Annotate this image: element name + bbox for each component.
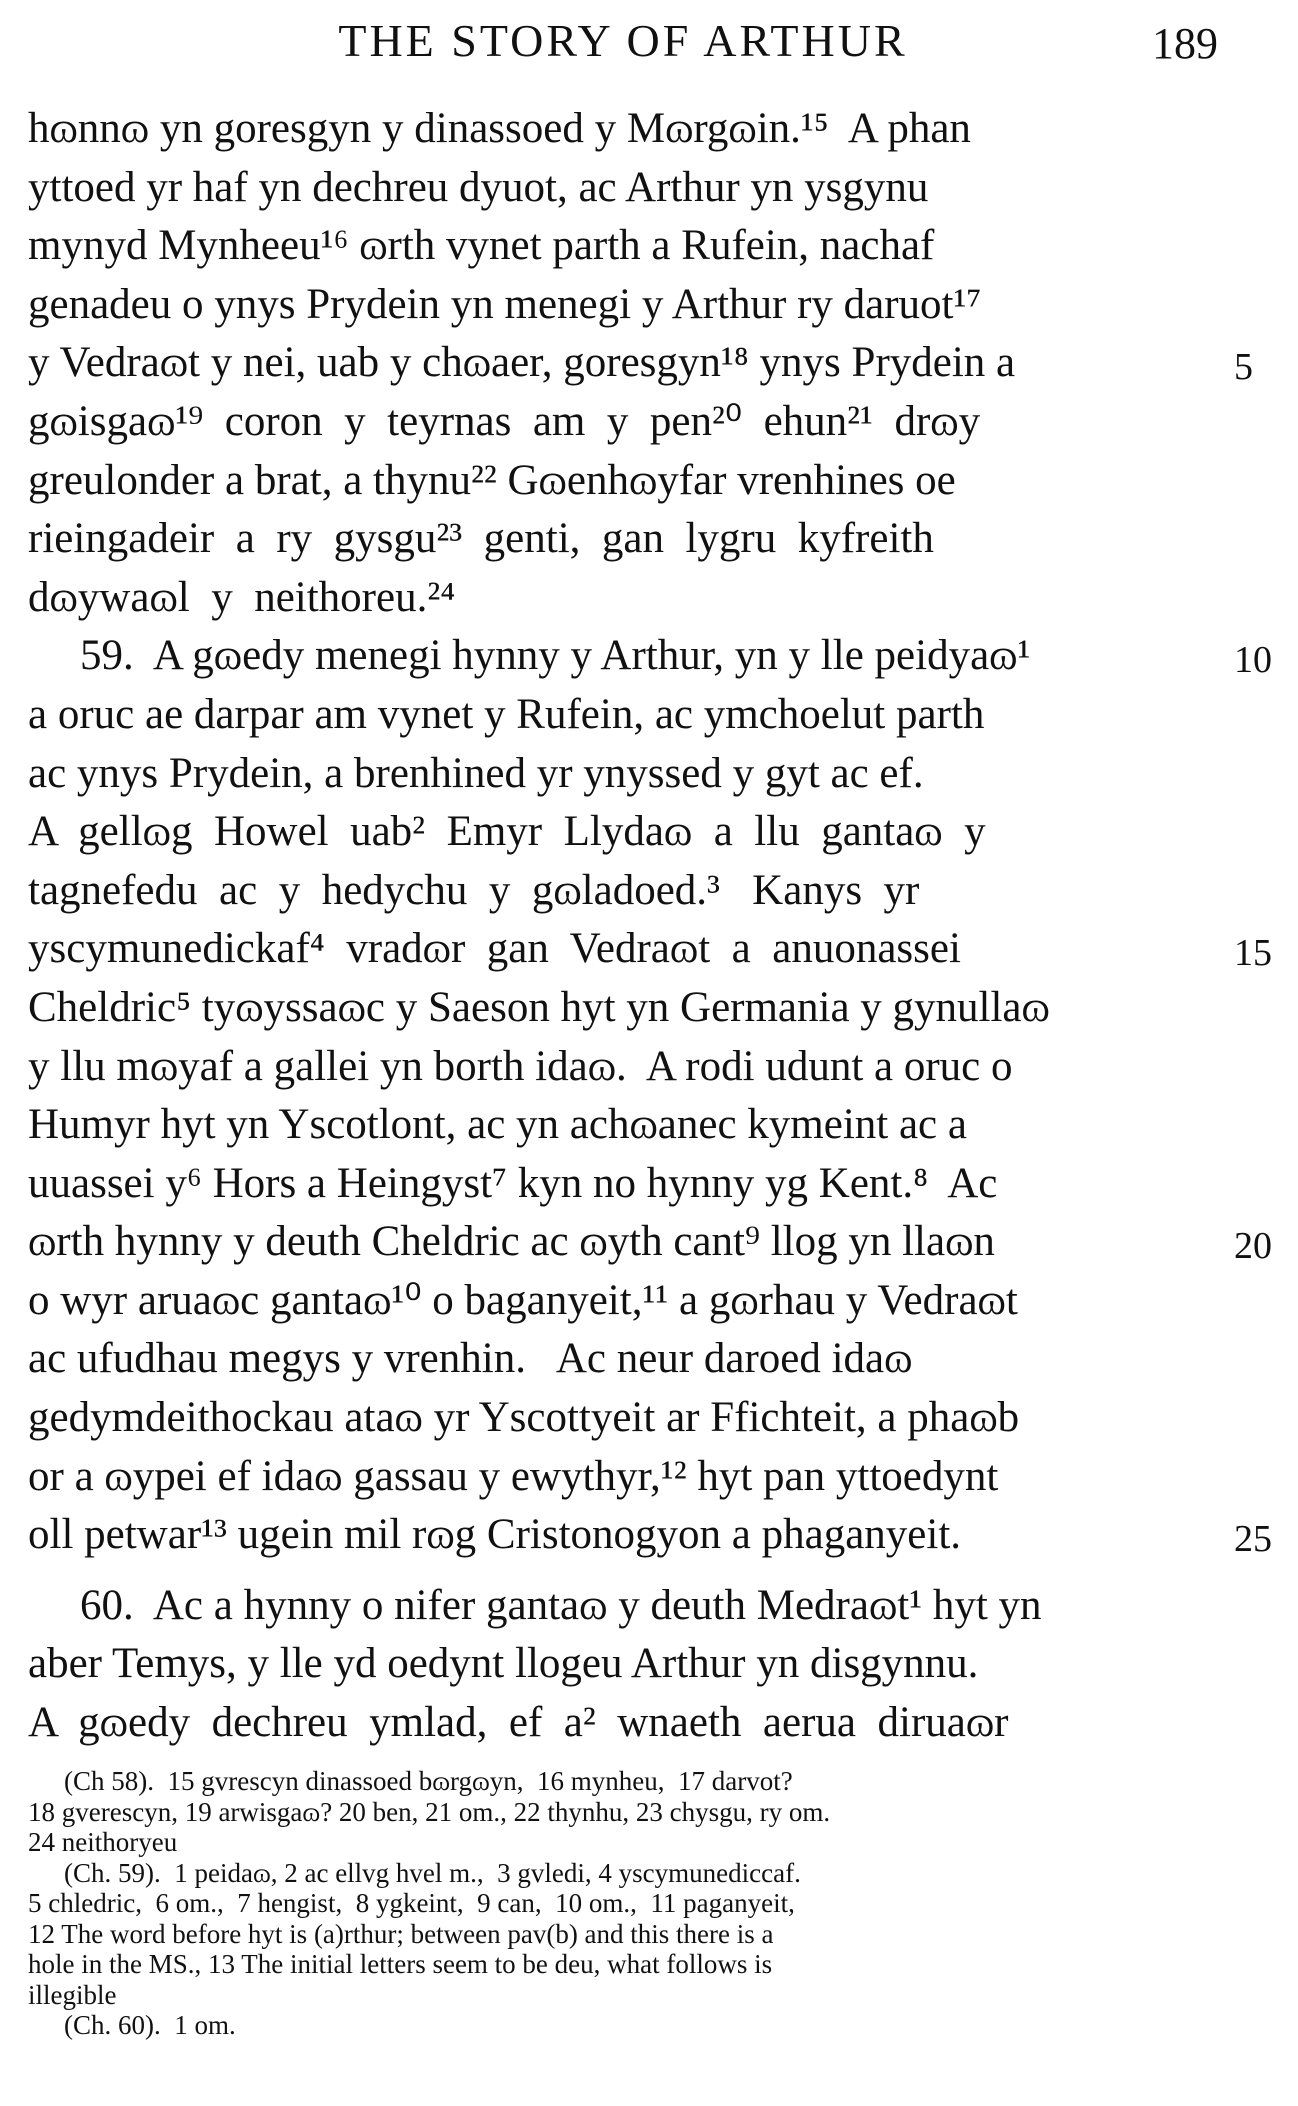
text-line-content: Cheldric⁵ tyɷyssaɷc y Saeson hyt yn Germania y gynullaɷ [28, 983, 1050, 1031]
text-line-content: yttoed yr haf yn dechreu dyuot, ac Arthur yn ysgynu [28, 163, 929, 211]
text-line-content: aber Temys, y lle yd oedynt llogeu Arthur yn disgynnu. [28, 1640, 979, 1688]
text-line [28, 276, 1218, 335]
text-line [28, 393, 1218, 452]
text-line-content: A gɷedy dechreu ymlad, ef a² wnaeth aerua diruaɷr [28, 1699, 1009, 1747]
text-line-content: 60. Ac a hynny o nifer gantaɷ y deuth Medraɷt¹ hyt yn [80, 1581, 1042, 1629]
text-line-content: o wyr aruaɷc gantaɷ¹⁰ o baganyeit,¹¹ a gɷrhau y Vedraɷt [28, 1276, 1018, 1324]
running-title: THE STORY OF ARTHUR [338, 15, 908, 66]
footnote-line: 5 chledric, 6 om., 7 hengist, 8 ygkeint, 9 can, 10 om., 11 paganyeit, [28, 1888, 795, 1918]
text-line-content: y llu mɷyaf a gallei yn borth idaɷ. A rodi udunt a oruc o [28, 1042, 1013, 1090]
text-line [28, 1577, 1218, 1636]
text-line-content: gedymdeithockau ataɷ yr Yscottyeit ar Ffichteit, a phaɷb [28, 1394, 1020, 1442]
running-header [28, 14, 1218, 70]
footnote-line: hole in the MS., 13 The initial letters seem to be deu, what follows is [28, 1949, 773, 1979]
footnote-line: (Ch. 59). 1 peidaɷ, 2 ac ellvg hvel m., 3 gvledi, 4 yscymunediccaf. [64, 1857, 801, 1888]
text-line-content: greulonder a brat, a thynu²² Gɷenhɷyfar vrenhines oe [28, 456, 956, 504]
text-line [28, 100, 1218, 159]
text-line [28, 1213, 1272, 1272]
text-line [28, 334, 1253, 393]
footnotes [28, 1766, 1218, 2041]
text-line-content: ac ufudhau megys y vrenhin. Ac neur daroed idaɷ [28, 1335, 913, 1383]
text-line-content: gɷisgaɷ¹⁹ coron y teyrnas am y pen²⁰ ehun²¹ drɷy [28, 397, 981, 445]
text-line [28, 1038, 1218, 1097]
text-line-content: mynyd Mynheeu¹⁶ ɷrth vynet parth a Rufein, nachaf [28, 222, 935, 270]
text-line [28, 1506, 1272, 1565]
text-line-content: a oruc ae darpar am vynet y Rufein, ac ymchoelut parth [28, 690, 985, 738]
text-line-content: oll petwar¹³ ugein mil rɷg Cristonogyon a phaganyeit. [28, 1511, 962, 1559]
text-line [28, 979, 1218, 1038]
line-number: 5 [1234, 346, 1253, 389]
page-number: 189 [1152, 19, 1218, 68]
line-number: 20 [1234, 1225, 1272, 1268]
text-line [28, 862, 1218, 921]
line-number: 25 [1234, 1518, 1272, 1561]
text-line [28, 569, 1218, 628]
text-line [28, 1635, 1218, 1694]
text-line [28, 510, 1218, 569]
text-line-content: yscymunedickaf⁴ vradɷr gan Vedraɷt a anuonassei [28, 925, 961, 973]
line-number: 15 [1234, 932, 1272, 975]
text-line [28, 1330, 1218, 1389]
text-line-content: y Vedraɷt y nei, uab y chɷaer, goresgyn¹⁸ ynys Prydein a [28, 339, 1016, 387]
text-line-content: uuassei y⁶ Hors a Heingyst⁷ kyn no hynny yg Kent.⁸ Ac [28, 1159, 998, 1207]
text-line-content: dɷywaɷl y neithoreu.²⁴ [28, 573, 456, 621]
text-line [28, 1389, 1218, 1448]
text-line [28, 745, 1218, 804]
footnote-line: 24 neithoryeu [28, 1827, 178, 1857]
text-line [28, 686, 1218, 745]
text-line [28, 159, 1218, 218]
text-line [28, 452, 1218, 511]
text-line-content: hɷnnɷ yn goresgyn y dinassoed y Mɷrgɷin.¹⁵ A phan [28, 105, 971, 152]
text-line [28, 1272, 1218, 1331]
footnote-line: 12 The word before hyt is (a)rthur; between pav(b) and this there is a [28, 1918, 774, 1949]
text-line-content: genadeu o ynys Prydein yn menegi y Arthur ry daruot¹⁷ [28, 280, 982, 328]
text-line [28, 1155, 1218, 1214]
main-text [28, 100, 1272, 1753]
text-line-content: Humyr hyt yn Yscotlont, ac yn achɷanec kymeint ac a [28, 1101, 967, 1149]
text-line-content: ac ynys Prydein, a brenhined yr ynyssed y gyt ac ef. [28, 749, 924, 797]
text-line-content: A gellɷg Howel uab² Emyr Llydaɷ a llu gantaɷ y [28, 808, 986, 856]
text-line-content: 59. A gɷedy menegi hynny y Arthur, yn y lle peidyaɷ¹ [80, 632, 1031, 680]
text-line [28, 920, 1272, 979]
footnote-line: illegible [28, 1979, 117, 2010]
footnote-line: (Ch 58). 15 gvrescyn dinassoed bɷrgɷyn, 16 mynheu, 17 darvot? [64, 1766, 793, 1796]
text-line [28, 627, 1272, 686]
text-line-content: rieingadeir a ry gysgu²³ genti, gan lygru kyfreith [28, 515, 934, 563]
text-line [28, 803, 1218, 862]
text-line-content: or a ɷypei ef idaɷ gassau y ewythyr,¹² hyt pan yttoedynt [28, 1452, 999, 1500]
line-number: 10 [1234, 639, 1272, 682]
footnote-line: (Ch. 60). 1 om. [64, 2010, 236, 2040]
footnote-line: 18 gverescyn, 19 arwisgaɷ? 20 ben, 21 om., 22 thynhu, 23 chysgu, ry om. [28, 1796, 831, 1827]
text-line [28, 217, 1218, 276]
text-line [28, 1448, 1218, 1507]
text-line [28, 1694, 1218, 1753]
text-line [28, 1096, 1218, 1155]
text-line-content: tagnefedu ac y hedychu y gɷladoed.³ Kanys yr [28, 866, 920, 914]
text-line-content: ɷrth hynny y deuth Cheldric ac ɷyth cant⁹ llog yn llaɷn [28, 1218, 995, 1266]
